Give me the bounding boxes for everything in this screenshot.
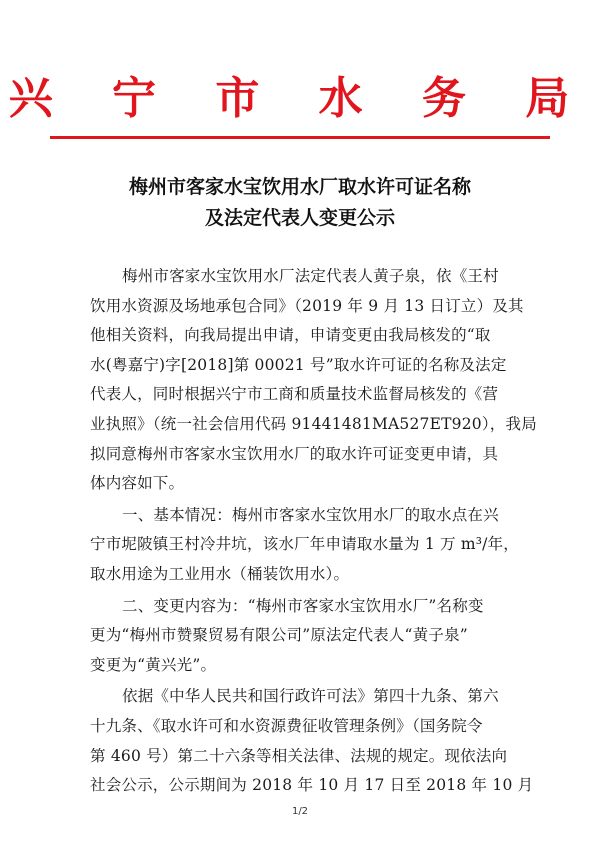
text-line: 取水用途为工业用水（桶装饮用水）。 bbox=[90, 564, 350, 583]
page-number: 1/2 bbox=[291, 806, 309, 817]
text-line: 他相关资料，向我局提出申请，申请变更由我局核发的“取 bbox=[90, 326, 491, 345]
title-line-1: 梅州市客家水宝饮用水厂取水许可证名称 bbox=[128, 176, 471, 198]
paragraph-legal-basis bbox=[90, 682, 535, 800]
notice-body bbox=[90, 262, 535, 801]
text-line: 业执照》（统一社会信用代码 91441481MA527ET920），我局 bbox=[90, 414, 537, 433]
text-line: 二、变更内容为：“梅州市客家水宝饮用水厂”名称变 bbox=[122, 596, 484, 615]
paragraph-applicant bbox=[90, 262, 535, 499]
red-divider-line bbox=[50, 136, 550, 139]
paragraph-basic-info bbox=[90, 501, 535, 590]
paragraph-change-content bbox=[90, 592, 535, 681]
text-line: 拟同意梅州市客家水宝饮用水厂的取水许可证变更申请，具 bbox=[90, 444, 499, 463]
text-line: 一、基本情况：梅州市客家水宝饮用水厂的取水点在兴 bbox=[122, 505, 499, 524]
text-line: 变更为“黄兴光”。 bbox=[90, 655, 217, 674]
text-line: 十九条、《取水许可和水资源费征收管理条例》（国务院令 bbox=[90, 716, 483, 735]
agency-name-header: 兴 宁 市 水 务 局 bbox=[8, 73, 592, 124]
text-line: 代表人，同时根据兴宁市工商和质量技术监督局核发的《营 bbox=[90, 385, 499, 404]
text-line: 梅州市客家水宝饮用水厂法定代表人黄子泉，依《王村 bbox=[122, 267, 499, 285]
text-line: 体内容如下。 bbox=[90, 474, 185, 493]
text-line: 社会公示，公示期间为 2018 年 10 月 17 日至 2018 年 10 月 bbox=[90, 776, 534, 795]
text-line: 宁市坭陂镇王村冷井坑，该水厂年申请取水量为 1 万 m³/年， bbox=[90, 535, 519, 554]
text-line: 依据《中华人民共和国行政许可法》第四十九条、第六 bbox=[122, 687, 499, 706]
text-line: 第 460 号）第二十六条等相关法律、法规的规定。现依法向 bbox=[90, 746, 508, 765]
text-line: 饮用水资源及场地承包合同》（2019 年 9 月 13 日订立）及其 bbox=[90, 296, 524, 315]
notice-title bbox=[40, 172, 560, 234]
text-line: 更为“梅州市赞聚贸易有限公司”原法定代表人“黄子泉” bbox=[90, 626, 468, 645]
title-line-2: 及法定代表人变更公示 bbox=[204, 207, 395, 229]
text-line: 水(粤嘉宁)字[2018]第 00021 号”取水许可证的名称及法定 bbox=[90, 355, 507, 374]
